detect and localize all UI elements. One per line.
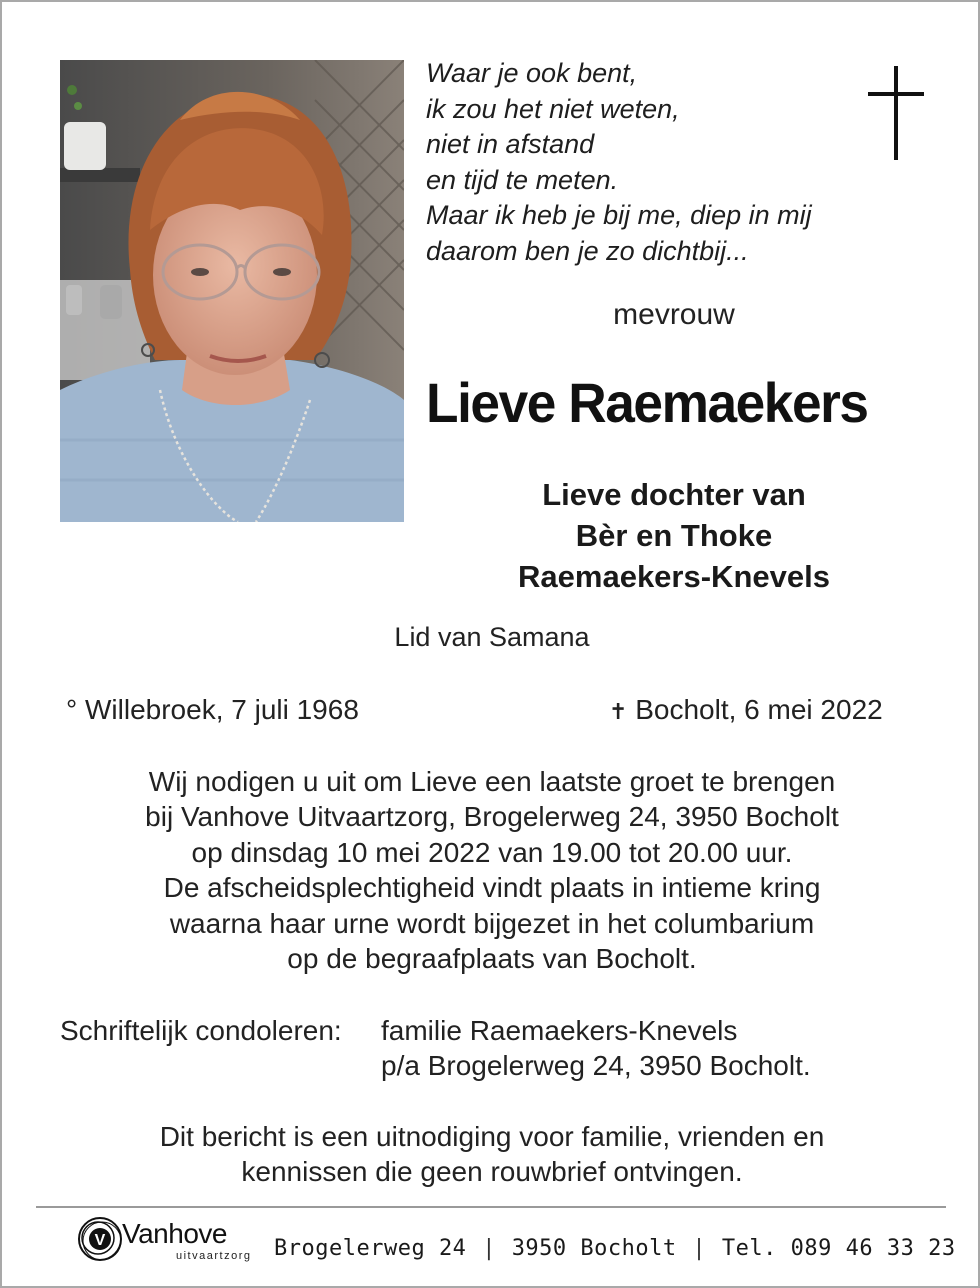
birth-symbol: ° <box>66 694 78 725</box>
deceased-name: Lieve Raemaekers <box>426 371 868 434</box>
honorific: mevrouw <box>613 298 735 331</box>
footer-divider <box>36 1206 946 1208</box>
death-place-date: Bocholt, 6 mei 2022 <box>635 694 883 725</box>
footer-street: Brogelerweg 24 <box>274 1236 467 1261</box>
notice-line: kennissen die geen rouwbrief ontvingen. <box>241 1156 743 1188</box>
footer-contact <box>274 1236 956 1261</box>
birth-place-date: Willebroek, 7 juli 1968 <box>84 694 359 725</box>
condolence-recipient: familie Raemaekers-Knevels <box>381 1015 738 1046</box>
poem-line: en tijd te meten. <box>426 164 619 195</box>
condolence-block <box>60 1013 811 1083</box>
membership: Lid van Samana <box>394 622 590 652</box>
relation-block <box>426 474 922 597</box>
notice-line: Dit bericht is een uitnodiging voor familie, vrienden en <box>159 1121 825 1152</box>
poem-line: Maar ik heb je bij me, diep in mij <box>426 200 812 230</box>
invitation <box>2 764 980 976</box>
vanhove-logo-icon <box>76 1214 124 1264</box>
logo-brand: Vanhove <box>122 1218 227 1249</box>
invitation-line: op dinsdag 10 mei 2022 van 19.00 tot 20.00 uur. <box>191 836 793 868</box>
poem <box>426 56 876 269</box>
cross-icon <box>868 66 924 167</box>
poem-line: ik zou het niet weten, <box>426 93 680 124</box>
footer-city: 3950 Bocholt <box>511 1236 677 1261</box>
relation-line: Bèr en Thoke <box>575 518 773 553</box>
logo-sub: uitvaartzorg <box>176 1250 252 1262</box>
death-symbol: ✝ <box>609 699 628 724</box>
vanhove-logo <box>76 1212 266 1268</box>
relation-line: Raemaekers-Knevels <box>518 559 830 594</box>
invitation-line: waarna haar urne wordt bijgezet in het columbarium <box>169 907 815 939</box>
condolence-address: p/a Brogelerweg 24, 3950 Bocholt. <box>381 1050 811 1081</box>
footer-phone: Tel. 089 46 33 23 <box>721 1236 956 1261</box>
relation-line: Lieve dochter van <box>542 477 806 512</box>
notice <box>2 1119 980 1190</box>
invitation-line: bij Vanhove Uitvaartzorg, Brogelerweg 24, 3950 Bocholt <box>145 801 839 833</box>
poem-line: Waar je ook bent, <box>426 58 638 88</box>
invitation-line: De afscheidsplechtigheid vindt plaats in intieme kring <box>163 872 821 904</box>
logo-letter: V <box>94 1232 106 1249</box>
invitation-line: op de begraafplaats van Bocholt. <box>287 943 697 975</box>
death-info <box>609 694 883 726</box>
portrait-photo <box>60 60 404 522</box>
birth-info <box>66 694 359 726</box>
footer-separator: | <box>692 1236 707 1261</box>
condolence-label: Schriftelijk condoleren: <box>60 1015 342 1046</box>
invitation-line: Wij nodigen u uit om Lieve een laatste groet te brengen <box>148 766 836 797</box>
poem-line: daarom ben je zo dichtbij... <box>426 235 749 266</box>
footer-separator: | <box>482 1236 496 1261</box>
poem-line: niet in afstand <box>426 129 595 159</box>
